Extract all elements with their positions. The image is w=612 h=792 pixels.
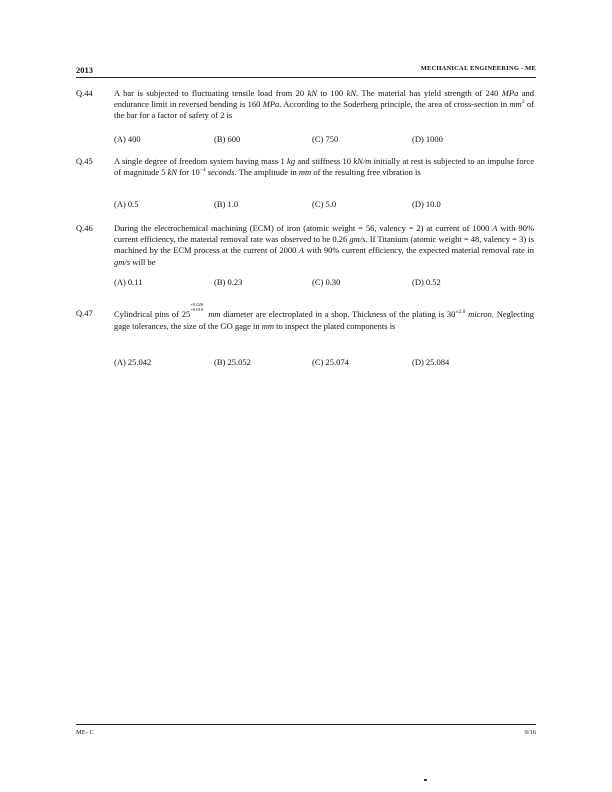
option-d: (D) 1000 — [412, 134, 443, 144]
page-header — [76, 65, 536, 75]
question-text: During the electrochemical machining (ECM) of iron (atomic weight = 56, valency = 2) at current of 1000 A with 90% current efficiency, the material removal rate was observed to be 0.26 gm/s. If Titanium (atomic weight = 48, valency = 3) is machined by the ECM process at the current of 2000 A with 90% current efficiency, the expected material removal rate in gm/s will be — [114, 223, 534, 267]
option-d: (D) 25.084 — [412, 357, 450, 367]
option-a: (A) 0.11 — [114, 277, 143, 287]
page-number: 9/16 — [524, 729, 536, 736]
options-45 — [114, 199, 534, 210]
question-number: Q.46 — [76, 223, 93, 233]
option-d: (D) 10.0 — [412, 199, 441, 209]
option-c: (C) 750 — [312, 134, 339, 144]
question-text: A bar is subjected to fluctuating tensile load from 20 kN to 100 kN. The material has yield strength of 240 MPa and endurance limit in reversed bending is 160 MPa. According to the Soderberg principle, the area of cross-section in $mm^2$ of the bar for a factor of safety of 2 is — [114, 88, 534, 121]
option-a: (A) 25.042 — [114, 357, 152, 367]
header-rule — [76, 77, 536, 78]
option-b: (B) 25.052 — [214, 357, 251, 367]
option-c: (C) 25.074 — [312, 357, 349, 367]
option-c: (C) 5.0 — [312, 199, 337, 209]
option-b: (B) 0.23 — [214, 277, 243, 287]
subject-title: MECHANICAL ENGINEERING - ME — [420, 65, 536, 72]
question-number: Q.47 — [76, 308, 93, 318]
options-47 — [114, 357, 534, 368]
option-c: (C) 0.30 — [312, 277, 341, 287]
exam-year: 2013 — [76, 65, 93, 75]
option-b: (B) 600 — [214, 134, 241, 144]
option-a: (A) 0.5 — [114, 199, 139, 209]
question-number: Q.44 — [76, 88, 93, 98]
option-a: (A) 400 — [114, 134, 141, 144]
footer-rule — [76, 724, 536, 725]
option-b: (B) 1.0 — [214, 199, 239, 209]
question-text: A single degree of freedom system having mass 1 kg and stiffness 10 kN/m initially at rest is subjected to an impulse force of magnitude 5 kN for $10^{-4}$ seconds. The amplitude in mm of the resulting free vibration is — [114, 156, 534, 178]
option-d: (D) 0.52 — [412, 277, 441, 287]
options-46 — [114, 277, 534, 288]
question-text: Cylindrical pins of 25 +0.020 +0.010 mm diameter are electroplated in a shop. Thickness of the plating is $30^{\pm 2.0}$ micron. Neglecting gage tolerances, the size of the GO gage in mm to inspect the plated components is — [114, 302, 535, 332]
paper-code: ME- C — [76, 729, 94, 736]
tolerance: +0.020 +0.010 — [190, 302, 204, 312]
scan-mark — [424, 779, 427, 781]
options-44 — [114, 134, 534, 145]
question-number: Q.45 — [76, 156, 93, 166]
